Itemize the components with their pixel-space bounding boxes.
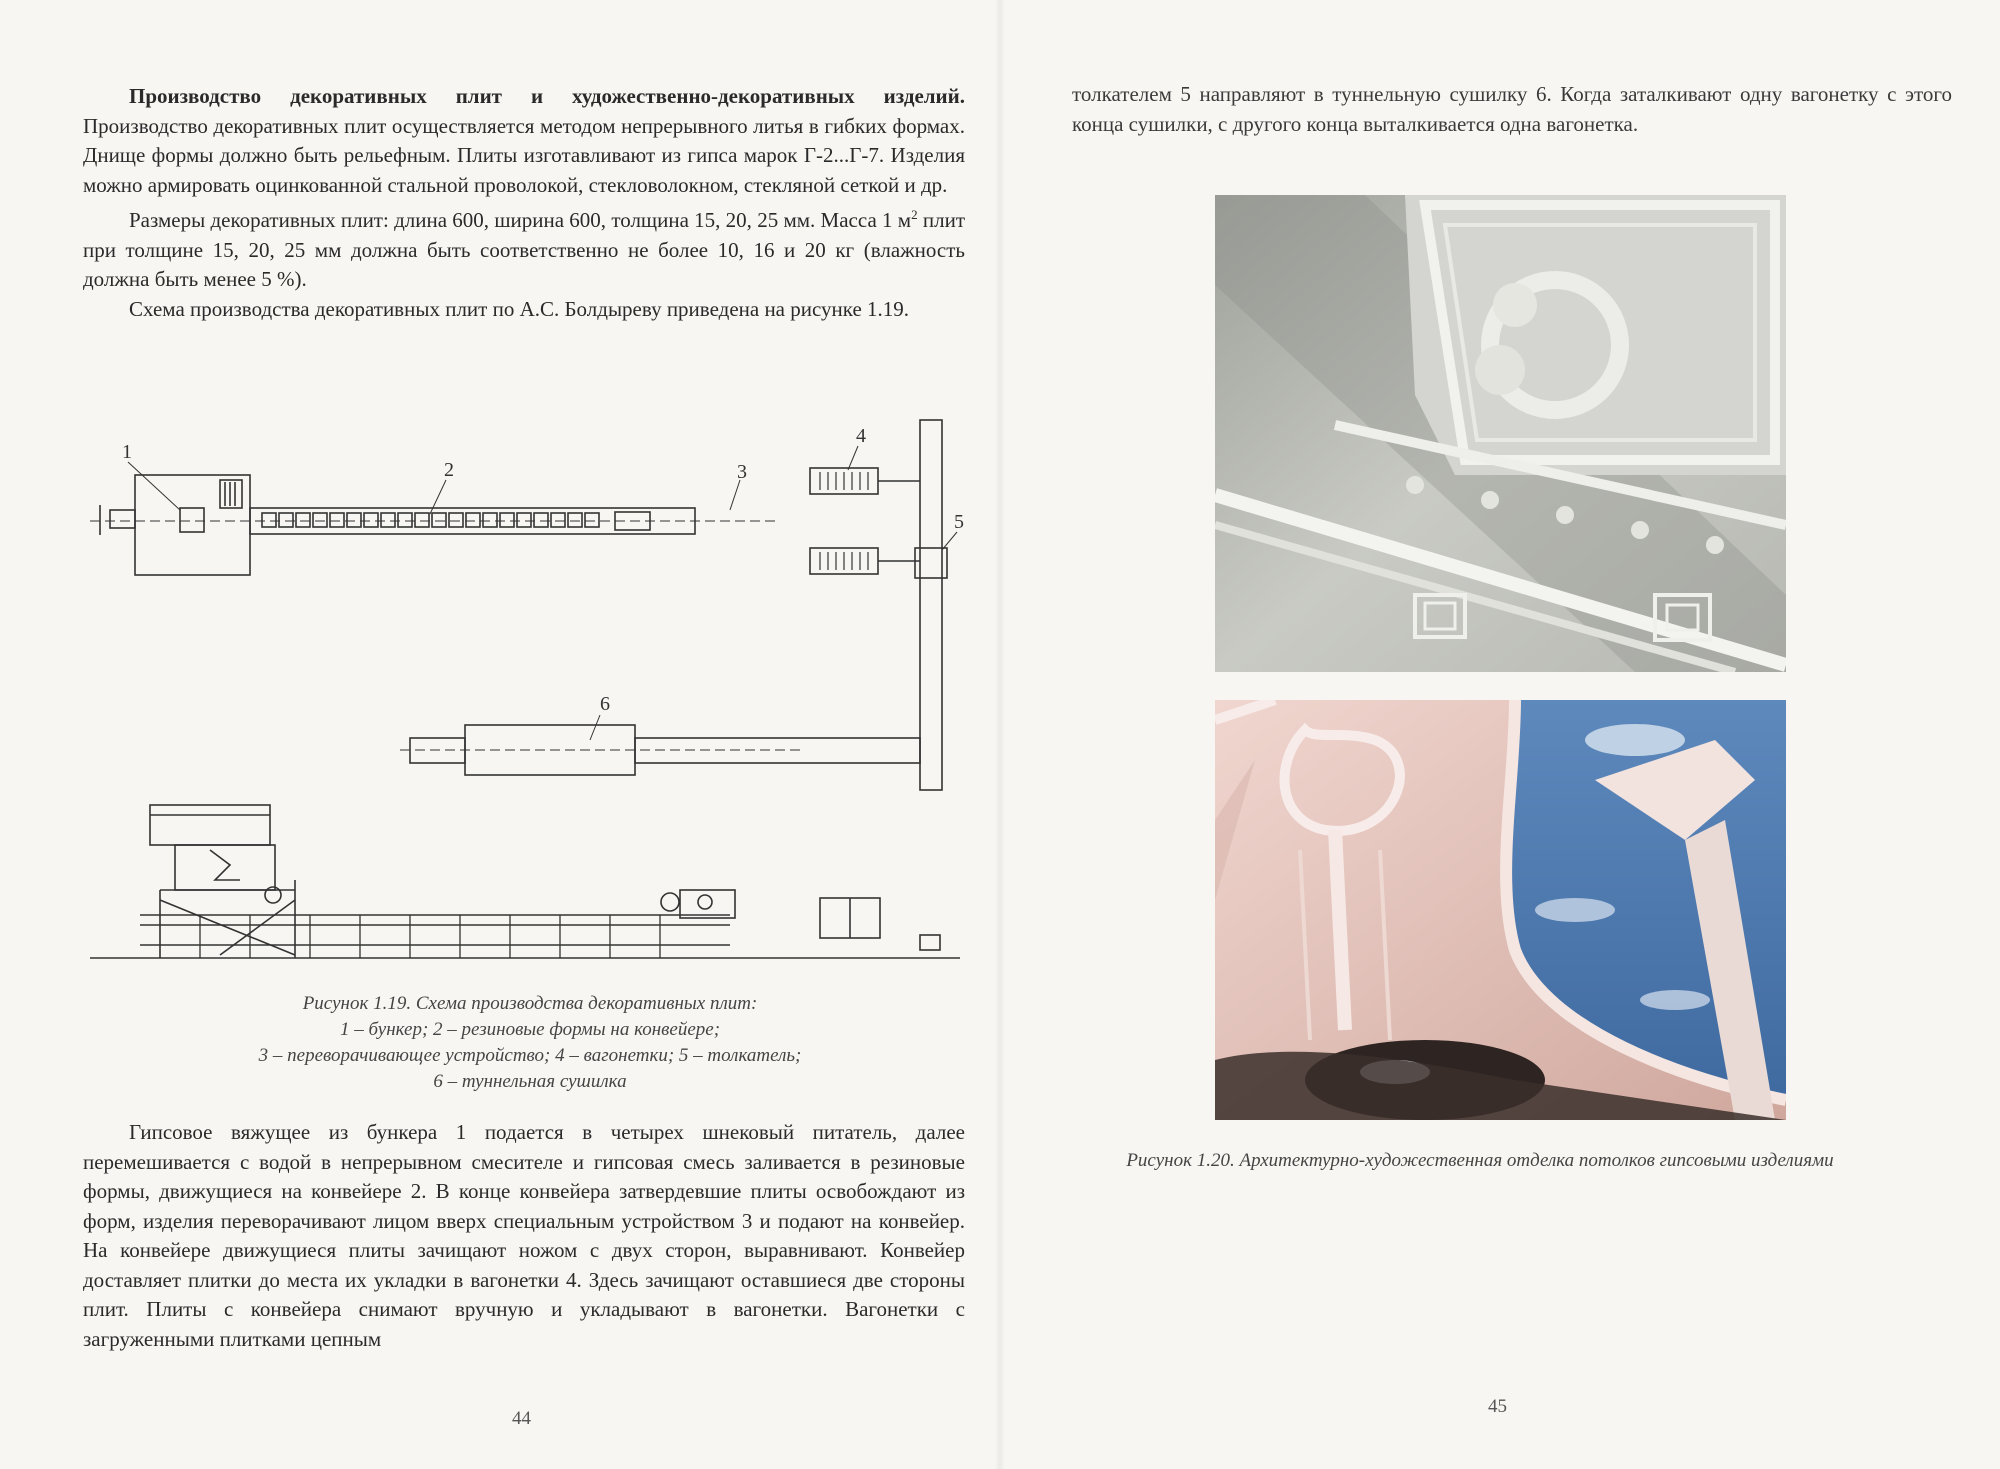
bunker-plan bbox=[135, 475, 250, 575]
caption-line: 6 – туннельная сушилка bbox=[433, 1071, 627, 1092]
pusher-rail bbox=[920, 420, 942, 790]
production-scheme-svg bbox=[80, 410, 970, 970]
caption-line: 1 – бункер; 2 – резиновые формы на конвейере; bbox=[339, 1019, 721, 1040]
right-top-text bbox=[1072, 80, 1952, 139]
label-4: 4 bbox=[856, 425, 866, 447]
left-top-text bbox=[83, 82, 965, 324]
turning-device-elevation bbox=[680, 890, 735, 918]
paragraph-1-body: Производство декоративных плит осуществляется методом непрерывного литья в гибких формах. Днище формы должно быть рельефным. Плиты изготавливают из гипса марок Г-2...Г-7. Изделия можно армировать оцинкованной стальной проволокой, стекловолокном, стекляной сеткой и др. bbox=[83, 113, 965, 197]
caption-line: 3 – переворачивающее устройство; 4 – вагонетки; 5 – толкатель; bbox=[258, 1045, 802, 1066]
bunker-elevation bbox=[150, 805, 270, 845]
figure-1-19-diagram bbox=[80, 410, 970, 970]
page-number-right: 45 bbox=[1488, 1396, 1507, 1417]
label-6: 6 bbox=[600, 693, 610, 715]
paragraph-4: Гипсовое вяжущее из бункера 1 подается в четырех шнековый питатель, далее перемешивается с водой в непрерывном смесителе и гипсовая смесь заливается в резиновые формы, движущиеся на конвейере 2. В конце конвейера затвердевшие плиты освобождают из форм, изделия переворачивают лицом вверх специальным устройством 3 и подают на конвейер. На конвейере движущиеся плиты зачищают ножом с двух сторон, выравнивают. Конвейер доставляет плитки до места их укладки в вагонетки 4. Здесь зачищают оставшиеся две стороны плит. Плиты с конвейера снимают вручную и укладывают в вагонетки. Вагонетки с загруженными плитками цепным bbox=[83, 1120, 965, 1351]
superscript-2: 2 bbox=[911, 207, 918, 222]
page-number-left: 44 bbox=[512, 1408, 531, 1429]
pusher-elevation bbox=[920, 935, 940, 950]
paragraph-2-part-b: плит при толщине 15, 20, 25 мм должна быть соответственно не более 10, 16 и 20 кг (влажность должна быть менее 5 %). bbox=[83, 208, 965, 291]
bunker-center bbox=[180, 508, 204, 532]
label-5: 5 bbox=[954, 511, 964, 533]
bunker-unit bbox=[220, 480, 242, 508]
ceiling-photo-2 bbox=[1215, 700, 1786, 1120]
left-bottom-text bbox=[83, 1118, 965, 1354]
section-heading: Производство декоративных плит и художественно-декоративных изделий. bbox=[129, 84, 965, 108]
caption-line: Рисунок 1.19. Схема производства декоративных плит: bbox=[302, 993, 758, 1014]
label-2: 2 bbox=[444, 459, 454, 481]
paragraph-3: Схема производства декоративных плит по А.С. Болдыреву приведена на рисунке 1.19. bbox=[129, 296, 910, 321]
paragraph-2-part-a: Размеры декоративных плит: длина 600, ширина 600, толщина 15, 20, 25 мм. Масса 1 м bbox=[129, 208, 912, 232]
paragraph-1 bbox=[83, 82, 965, 200]
label-3: 3 bbox=[737, 461, 747, 483]
figure-1-19-caption bbox=[150, 991, 910, 1095]
paragraph-5: толкателем 5 направляют в туннельную сушилку 6. Когда заталкивают одну вагонетку с этого конца сушилки, с другого конца выталкивается одна вагонетка. bbox=[1072, 82, 1952, 136]
ceiling-photo-1 bbox=[1215, 195, 1786, 672]
paragraph-2 bbox=[83, 200, 965, 295]
figure-1-20-caption: Рисунок 1.20. Архитектурно-художественная отделка потолков гипсовыми изделиями bbox=[1126, 1150, 1834, 1171]
label-1: 1 bbox=[122, 441, 132, 463]
